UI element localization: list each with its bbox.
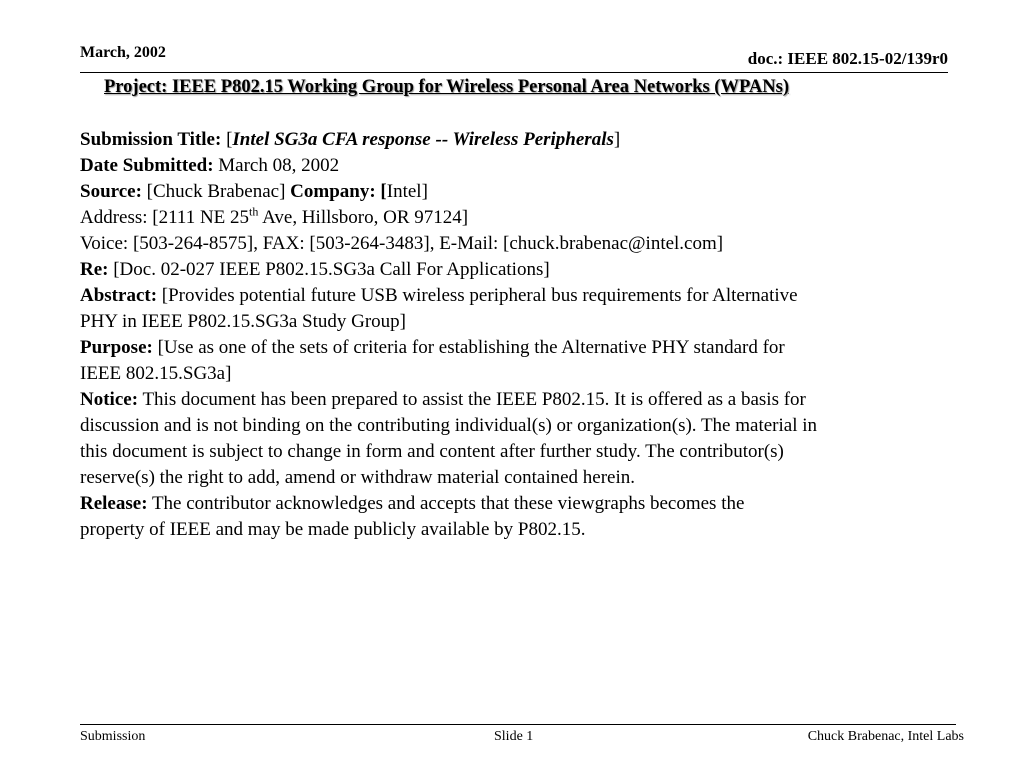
date-submitted-value: March 08, 2002	[213, 155, 340, 176]
slide-number: Slide 1	[494, 729, 534, 744]
project-title: Project: IEEE P802.15 Working Group for Wireless Personal Area Networks (WPANs)	[104, 77, 789, 97]
release-label: Release:	[80, 493, 148, 514]
voice-line	[80, 231, 970, 257]
address-post: Ave, Hillsboro, OR 97124]	[258, 207, 469, 228]
notice-label: Notice:	[80, 389, 139, 410]
abstract-label: Abstract:	[80, 285, 158, 306]
source-line	[80, 179, 970, 205]
source-label: Source:	[80, 181, 142, 202]
footer-left: Submission	[80, 729, 146, 744]
submission-title-open: [	[221, 129, 233, 150]
date-submitted-label: Date Submitted:	[80, 155, 214, 176]
purpose-line-1: [Use as one of the sets of criteria for establishing the Alternative PHY standard for	[152, 337, 785, 358]
address-line	[80, 205, 970, 231]
re-line	[80, 257, 970, 283]
notice-line-4: reserve(s) the right to add, amend or withdraw material contained herein.	[80, 467, 636, 488]
company-label: Company: [	[290, 181, 387, 202]
header-doc-id: doc.: IEEE 802.15-02/139r0	[747, 49, 948, 68]
address-pre: Address: [2111 NE 25	[80, 207, 250, 228]
source-value: [Chuck Brabenac]	[141, 181, 291, 202]
notice-paragraph	[80, 387, 970, 491]
voice-text: Voice: [503-264-8575], FAX: [503-264-3483], E-Mail: [chuck.brabenac@intel.com]	[80, 233, 724, 254]
submission-title-value: Intel SG3a CFA response -- Wireless Peripherals	[232, 129, 614, 150]
release-paragraph	[80, 491, 970, 543]
header-date: March, 2002	[80, 44, 166, 61]
submission-title-close: ]	[613, 129, 621, 150]
submission-body	[80, 127, 970, 543]
purpose-label: Purpose:	[80, 337, 153, 358]
abstract-line-1: [Provides potential future USB wireless peripheral bus requirements for Alternative	[157, 285, 798, 306]
address-sup: th	[249, 204, 259, 219]
purpose-paragraph	[80, 335, 970, 387]
notice-line-2: discussion and is not binding on the contributing individual(s) or organization(s). The material in	[80, 415, 818, 436]
footer-author: Chuck Brabenac, Intel Labs	[807, 729, 964, 744]
notice-line-3: this document is subject to change in form and content after further study. The contributor(s)	[80, 441, 784, 462]
release-line-2: property of IEEE and may be made publicly available by P802.15.	[80, 519, 586, 540]
submission-title-line	[80, 127, 970, 153]
abstract-line-2: PHY in IEEE P802.15.SG3a Study Group]	[80, 311, 406, 332]
company-value: Intel]	[386, 181, 428, 202]
abstract-paragraph	[80, 283, 970, 335]
re-value: [Doc. 02-027 IEEE P802.15.SG3a Call For Applications]	[108, 259, 550, 280]
purpose-line-2: IEEE 802.15.SG3a]	[80, 363, 232, 384]
header-divider	[80, 72, 948, 73]
re-label: Re:	[80, 259, 109, 280]
release-line-1: The contributor acknowledges and accepts that these viewgraphs becomes the	[147, 493, 745, 514]
notice-line-1: This document has been prepared to assist the IEEE P802.15. It is offered as a basis for	[138, 389, 806, 410]
footer-divider	[80, 724, 956, 725]
date-submitted-line	[80, 153, 970, 179]
submission-title-label: Submission Title:	[80, 129, 222, 150]
